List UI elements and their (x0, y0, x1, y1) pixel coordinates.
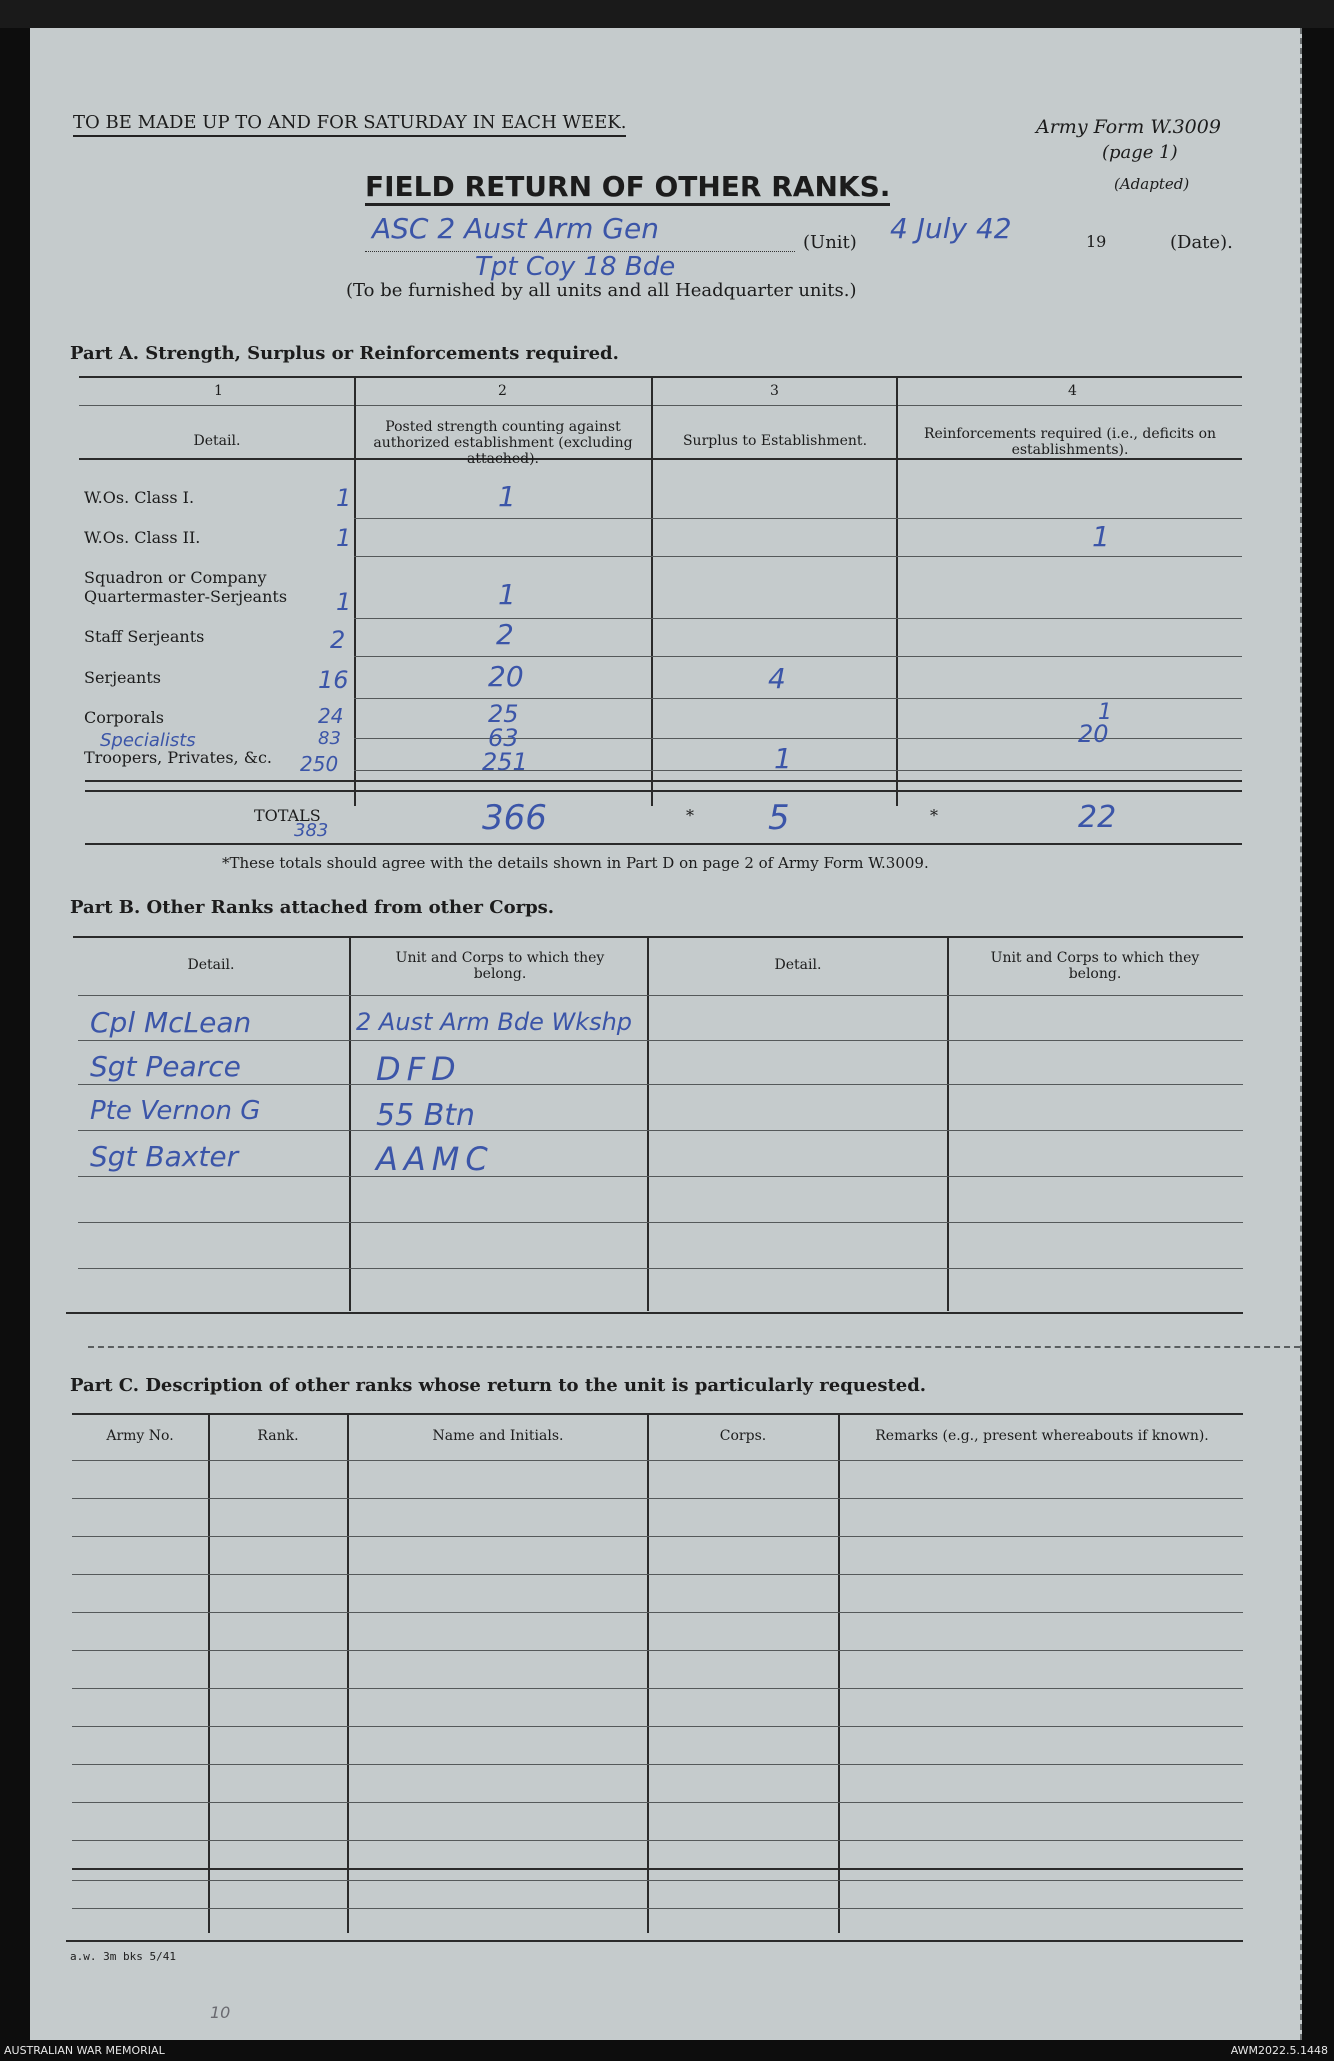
fold-line (88, 1346, 1300, 1348)
part-a-title: Part A. Strength, Surplus or Reinforcements required. (70, 343, 619, 364)
part-c-header-rank: Rank. (257, 1428, 299, 1444)
totals-note: *These totals should agree with the details shown in Part D on page 2 of Army Form W.3009. (222, 854, 929, 872)
totals-surplus: 5 (768, 798, 790, 838)
totals-est: 383 (294, 820, 329, 841)
totals-reinf: 22 (1078, 800, 1117, 835)
part-b-title: Part B. Other Ranks attached from other Corps. (70, 897, 555, 918)
totals-surplus-asterisk: * (686, 806, 694, 825)
est-wo2: 1 (336, 524, 352, 552)
hand-unit-line2: Tpt Coy 18 Bde (475, 252, 676, 282)
part-b-header-detail-1: Detail. (187, 957, 235, 973)
archive-ref: AWM2022.5.1448 (1230, 2044, 1328, 2057)
posted-wo1: 1 (498, 480, 516, 513)
part-b-unit-1: 2 Aust Arm Bde Wkshp (356, 1008, 633, 1036)
part-b-detail-4: Sgt Baxter (90, 1140, 239, 1173)
form-page: (page 1) (1102, 142, 1178, 163)
totals-posted: 366 (482, 798, 547, 838)
est-cqms: 1 (336, 588, 352, 616)
hand-mark: 10 (210, 2003, 231, 2022)
surplus-sgt: 4 (768, 662, 786, 695)
part-b-detail-1: Cpl McLean (90, 1006, 252, 1039)
row-sgt-label: Serjeants (84, 668, 161, 687)
part-a-header-posted: Posted strength counting against authorized establishment (excluding attached). (373, 419, 633, 467)
part-b-unit-4: AAMC (376, 1140, 494, 1178)
scan-border (0, 0, 1334, 28)
part-b-detail-3: Pte Vernon G (90, 1096, 261, 1126)
date-label: (Date). (1170, 232, 1233, 253)
part-b-detail-2: Sgt Pearce (90, 1050, 241, 1083)
row-specialists-label: Specialists (100, 730, 196, 751)
form-adapted: (Adapted) (1114, 175, 1190, 193)
form-name: Army Form W.3009 (1036, 116, 1221, 138)
part-a-colnum-4: 4 (1068, 383, 1077, 399)
part-c-header-name: Name and Initials. (432, 1428, 564, 1444)
est-ssgt: 2 (330, 626, 346, 654)
part-c-header-army-no: Army No. (106, 1428, 174, 1444)
part-a-header-surplus: Surplus to Establishment. (682, 433, 868, 449)
est-spec: 83 (318, 728, 341, 749)
part-a-colnum-3: 3 (770, 383, 779, 399)
part-a-header-reinf: Reinforcements required (i.e., deficits on establishments). (923, 426, 1217, 458)
part-c-header-corps: Corps. (719, 1428, 767, 1444)
instruction-text: TO BE MADE UP TO AND FOR SATURDAY IN EACH WEEK. (73, 112, 626, 137)
part-c-title: Part C. Description of other ranks whose return to the unit is particularly requested. (70, 1375, 927, 1396)
row-staff-sgt-label: Staff Serjeants (84, 627, 205, 646)
archive-name: AUSTRALIAN WAR MEMORIAL (4, 2044, 165, 2057)
part-b-header-detail-2: Detail. (774, 957, 822, 973)
part-b-unit-2: DFD (376, 1050, 462, 1088)
part-a-colnum-1: 1 (214, 383, 223, 399)
part-b-header-unit-2: Unit and Corps to which they belong. (990, 950, 1200, 982)
print-code: a.w. 3m bks 5/41 (70, 1950, 176, 1963)
posted-spec: 63 (488, 724, 519, 752)
row-wo-class2-label: W.Os. Class II. (84, 528, 201, 547)
posted-cqms: 1 (498, 578, 516, 611)
part-a-header-detail: Detail. (193, 433, 241, 449)
year-prefix: 19 (1086, 232, 1107, 251)
surplus-trp: 1 (774, 742, 792, 775)
unit-label: (Unit) (803, 232, 857, 253)
hand-unit-line1: ASC 2 Aust Arm Gen (372, 212, 659, 245)
reinf-wo2: 1 (1092, 520, 1110, 553)
reinf-spec: 20 (1078, 720, 1109, 748)
posted-ssgt: 2 (496, 618, 514, 651)
hand-date: 4 July 42 (890, 212, 1012, 245)
part-b-unit-3: 55 Btn (376, 1098, 476, 1133)
furnish-note: (To be furnished by all units and all Headquarter units.) (346, 280, 857, 301)
est-sgt: 16 (318, 666, 349, 694)
row-wo-class1-label: W.Os. Class I. (84, 488, 195, 507)
part-c-header-remarks: Remarks (e.g., present whereabouts if known). (875, 1428, 1209, 1444)
totals-reinf-asterisk: * (930, 806, 938, 825)
reinf-cpl: 1 (1098, 700, 1112, 725)
posted-cpl: 25 (488, 700, 519, 728)
part-a-colnum-2: 2 (498, 383, 507, 399)
archive-footer (0, 2040, 1334, 2061)
posted-trp: 251 (482, 748, 528, 776)
est-trp: 250 (300, 752, 339, 776)
row-cqms-label: Squadron or Company Quartermaster-Serjeants (84, 568, 288, 606)
page-title: FIELD RETURN OF OTHER RANKS. (365, 170, 890, 206)
est-wo1: 1 (336, 484, 352, 512)
totals-label: TOTALS (254, 806, 321, 825)
est-cpl: 24 (318, 704, 344, 728)
part-b-header-unit-1: Unit and Corps to which they belong. (395, 950, 605, 982)
perforation-edge (1300, 28, 1302, 2040)
posted-sgt: 20 (488, 660, 524, 693)
row-troopers-label: Troopers, Privates, &c. (84, 748, 273, 767)
row-cpl-label: Corporals (84, 708, 164, 727)
